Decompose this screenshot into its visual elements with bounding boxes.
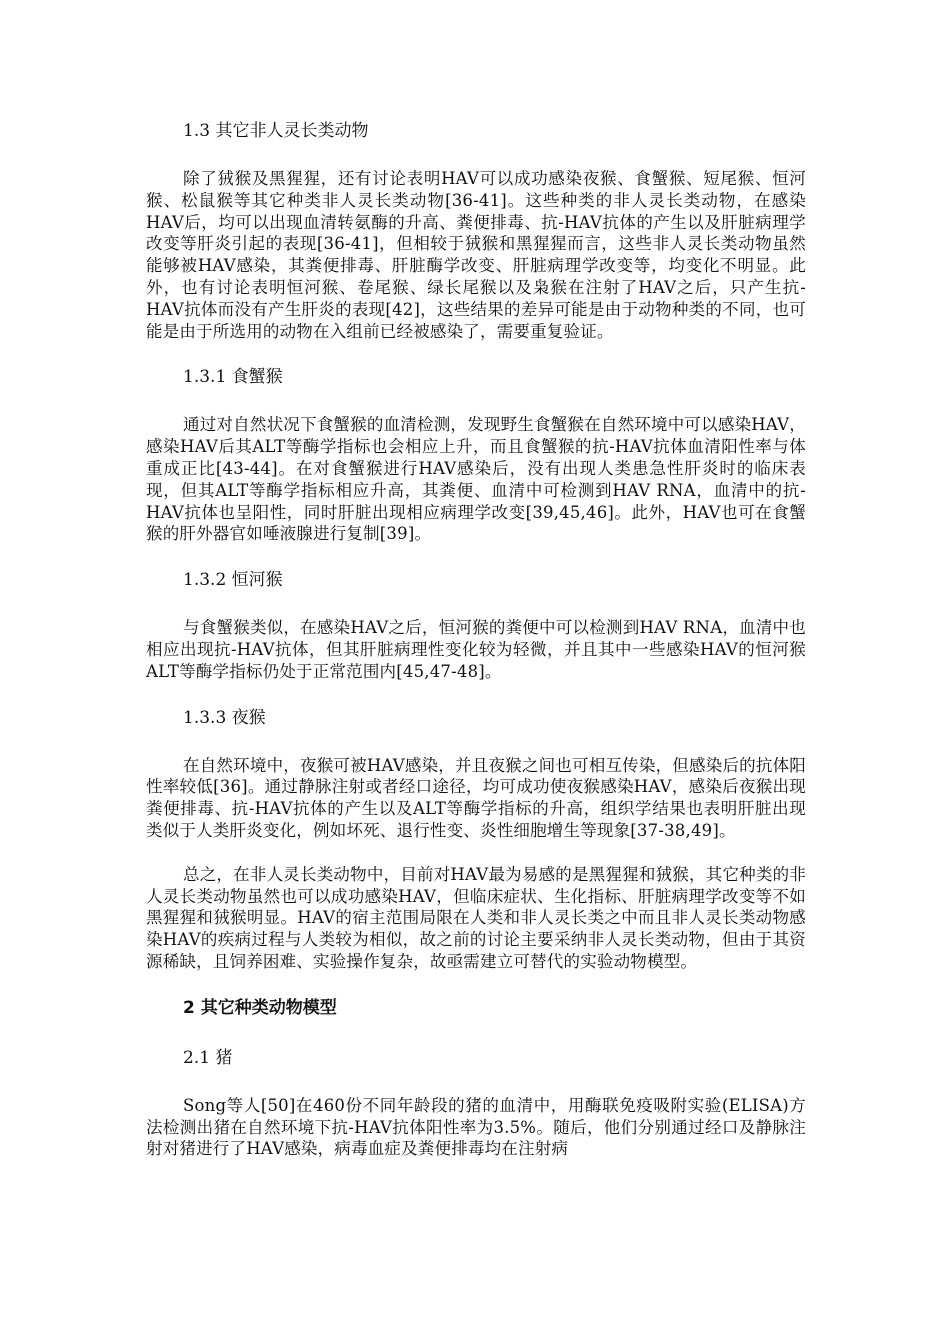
- paragraph-1-3-3: 在自然环境中，夜猴可被HAV感染，并且夜猴之间也可相互传染，但感染后的抗体阳性率较低[36]。通过静脉注射或者经口途径，均可成功使夜猴感染HAV，感染后夜猴出现粪便排毒、抗-HAV抗体的产生以及ALT等酶学指标的升高，组织学结果也表明肝脏出现类似于人类肝炎变化，例如坏死、退行性变、炎性细胞增生等现象[37-38,49]。: [146, 755, 806, 840]
- section-heading-2-1: 2.1 猪: [183, 1047, 233, 1068]
- section-heading-2: 2 其它种类动物模型: [183, 997, 337, 1018]
- document-page: [146, 112, 806, 1160]
- paragraph-2-1: Song等人[50]在460份不同年龄段的猪的血清中，用酶联免疫吸附实验(ELISA)方法检测出猪在自然环境下抗-HAV抗体阳性率为3.5%。随后，他们分别通过经口及静脉注射对猪进行了HAV感染，病毒血症及粪便排毒均在注射病: [146, 1095, 806, 1159]
- paragraph-1-3: 除了狨猴及黑猩猩，还有讨论表明HAV可以成功感染夜猴、食蟹猴、短尾猴、恒河猴、松鼠猴等其它种类非人灵长类动物[36-41]。这些种类的非人灵长类动物，在感染HAV后，均可以出现血清转氨酶的升高、粪便排毒、抗-HAV抗体的产生以及肝脏病理学改变等肝炎引起的表现[36-41]，但相较于狨猴和黑猩猩而言，这些非人灵长类动物虽然能够被HAV感染，其粪便排毒、肝脏酶学改变、肝脏病理学改变等，均变化不明显。此外，也有讨论表明恒河猴、卷尾猴、绿长尾猴以及枭猴在注射了HAV之后，只产生抗-HAV抗体而没有产生肝炎的表现[42]，这些结果的差异可能是由于动物种类的不同，也可能是由于所选用的动物在入组前已经被感染了，需要重复验证。: [146, 169, 806, 341]
- paragraph-summary: 总之，在非人灵长类动物中，目前对HAV最为易感的是黑猩猩和狨猴，其它种类的非人灵长类动物虽然也可以成功感染HAV，但临床症状、生化指标、肝脏病理学改变等不如黑猩猩和狨猴明显。HAV的宿主范围局限在人类和非人灵长类之中而且非人灵长类动物感染HAV的疾病过程与人类较为相似，故之前的讨论主要采纳非人灵长类动物，但由于其资源稀缺，且饲养困难、实验操作复杂，故亟需建立可替代的实验动物模型。: [146, 864, 806, 971]
- section-heading-1-3-2: 1.3.2 恒河猴: [183, 570, 283, 591]
- paragraph-1-3-2: 与食蟹猴类似，在感染HAV之后，恒河猴的粪便中可以检测到HAV RNA，血清中也相应出现抗-HAV抗体，但其肝脏病理性变化较为轻微，并且其中一些感染HAV的恒河猴ALT等酶学指标仍处于正常范围内[45,47-48]。: [146, 618, 806, 681]
- section-heading-1-3: 1.3 其它非人灵长类动物: [183, 121, 369, 141]
- section-heading-1-3-3: 1.3.3 夜猴: [183, 707, 266, 728]
- section-heading-1-3-1: 1.3.1 食蟹猴: [183, 367, 283, 388]
- paragraph-1-3-1: 通过对自然状况下食蟹猴的血清检测，发现野生食蟹猴在自然环境中可以感染HAV，感染HAV后其ALT等酶学指标也会相应上升，而且食蟹猴的抗-HAV抗体血清阳性率与体重成正比[43-44]。在对食蟹猴进行HAV感染后，没有出现人类患急性肝炎时的临床表现，但其ALT等酶学指标相应升高，其粪便、血清中可检测到HAV RNA，血清中的抗-HAV抗体也呈阳性，同时肝脏出现相应病理学改变[39,45,46]。此外，HAV也可在食蟹猴的肝外器官如唾液腺进行复制[39]。: [146, 415, 806, 544]
